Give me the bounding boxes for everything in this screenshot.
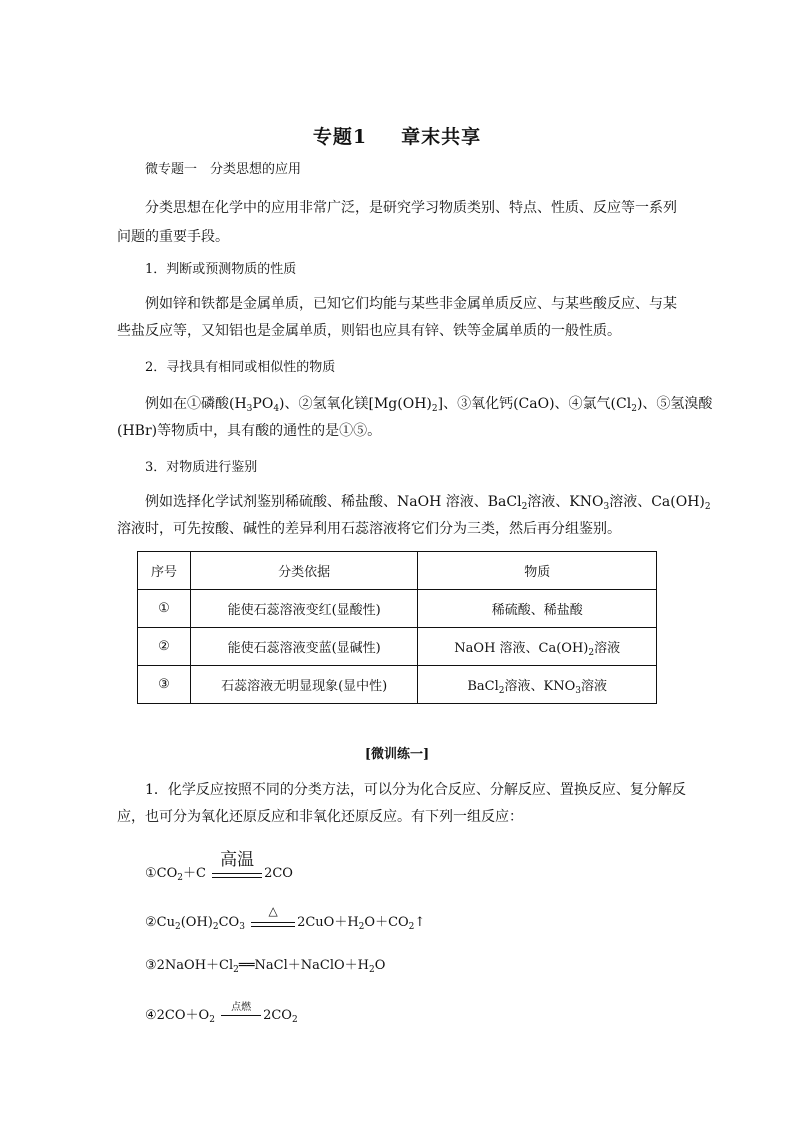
- table-header: 分类依据: [190, 552, 418, 590]
- reaction-2: $②Cu_2(OH)_2CO_3$ △ $2CuO+H_2O+CO_2↑$: [145, 903, 426, 932]
- table-row: [138, 666, 657, 704]
- exercise1-line1: 1．化学反应按照不同的分类方法，可以分为化合反应、分解反应、置换反应、复分解反: [145, 782, 686, 798]
- sub-topic-heading: 微专题一 分类思想的应用: [145, 162, 302, 177]
- row-basis: 能使石蕊溶液变蓝(显碱性): [190, 628, 418, 666]
- reaction-1: $①CO_2+C$ 高温 2CO: [145, 849, 293, 883]
- section3-heading: 3．对物质进行鉴别: [145, 460, 258, 475]
- section1-line1: 例如锌和铁都是金属单质，已知它们均能与某些非金属单质反应、与某些酸反应、与某: [145, 296, 677, 312]
- table-row: [138, 590, 657, 628]
- title-part2: 章末共享: [401, 126, 482, 148]
- intro-line1: 分类思想在化学中的应用非常广泛，是研究学习物质类别、特点、性质、反应等一系列: [145, 200, 677, 216]
- exercise1-line2: 应，也可分为氧化还原反应和非氧化还原反应。有下列一组反应：: [117, 809, 523, 825]
- section3-line2: 溶液时，可先按酸、碱性的差异利用石蕊溶液将它们分为三类，然后再分组鉴别。: [117, 521, 621, 537]
- table-header: 序号: [138, 552, 191, 590]
- reaction-3: $③2NaOH+Cl_2══NaCl+NaClO+H_2O$: [145, 958, 386, 975]
- exercise-heading: [微训练一]: [364, 747, 430, 762]
- table-header-row: [138, 552, 657, 590]
- row-basis: 石蕊溶液无明显现象(显中性): [190, 666, 418, 704]
- row-number: ①: [138, 590, 191, 628]
- section1-heading: 1．判断或预测物质的性质: [145, 262, 297, 277]
- reaction-4: $④2CO+O_2$ 点燃 $2CO_2$: [145, 1001, 298, 1025]
- classification-table: [137, 551, 657, 704]
- row-substances: NaOH 溶液、$Ca(OH)_2$溶液: [418, 628, 657, 666]
- high-temp-equals-sign: 高温: [212, 869, 262, 879]
- section2-heading: 2．寻找具有相同或相似性的物质: [145, 360, 336, 375]
- row-substances: 稀硫酸、稀盐酸: [418, 590, 657, 628]
- section3-line1: 例如选择化学试剂鉴别稀硫酸、稀盐酸、NaOH 溶液、BaCl$_2$溶液、$KNO_3$溶液、$Ca(OH)_2$: [145, 494, 711, 512]
- heat-equals-sign: △: [251, 918, 295, 928]
- section1-line2: 些盐反应等，又知铝也是金属单质，则铝也应具有锌、铁等金属单质的一般性质。: [117, 323, 621, 339]
- row-substances: BaCl$_2$溶液、$KNO_3$溶液: [418, 666, 657, 704]
- table-row: [138, 628, 657, 666]
- intro-line2: 问题的重要手段。: [117, 229, 229, 245]
- section2-line2: (HBr)等物质中，具有酸的通性的是①⑤。: [117, 423, 382, 439]
- table-header: 物质: [418, 552, 657, 590]
- section2-line1: 例如在①磷酸$(H_3PO_4)$、②氢氧化镁$[Mg(OH)_2]$、③氧化钙(CaO)、④氯气$(Cl_2)$、⑤氢溴酸: [145, 396, 713, 414]
- ignite-equals-sign: 点燃: [221, 1011, 261, 1021]
- page-title: [0, 122, 794, 149]
- title-part1: 专题1: [312, 126, 368, 148]
- row-number: ②: [138, 628, 191, 666]
- row-number: ③: [138, 666, 191, 704]
- row-basis: 能使石蕊溶液变红(显酸性): [190, 590, 418, 628]
